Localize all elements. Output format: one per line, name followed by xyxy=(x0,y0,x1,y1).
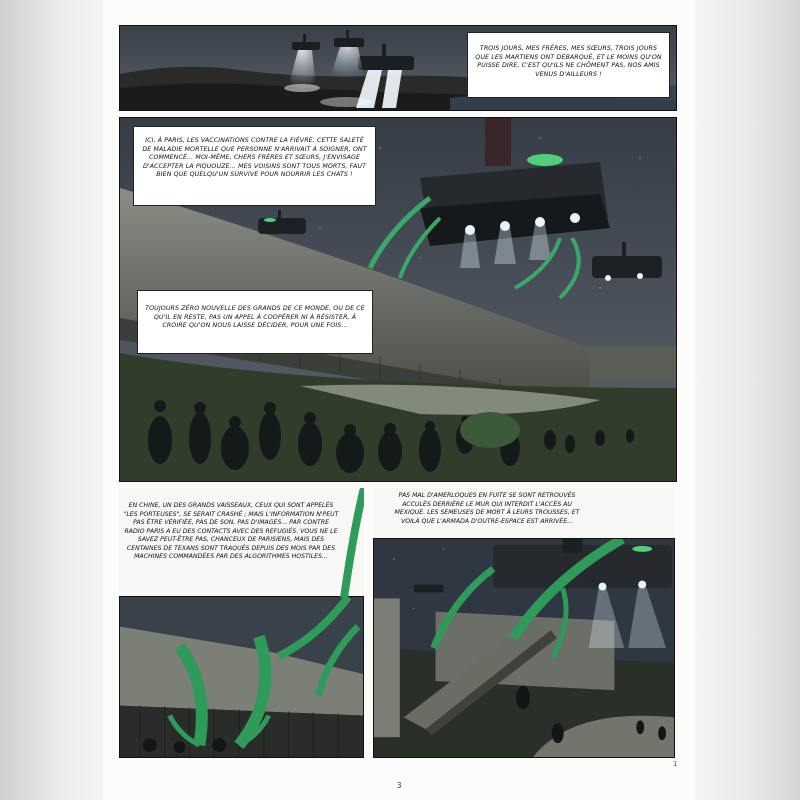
panel-4-caption: PAS MAL D'AMERLOQUES EN FUITE SE SONT RETROUVÉS ACCULÉS DERRIÈRE LE MUR QUI INTERDIT L'ACCÈS AU MEXIQUE. LES SEMEUSES DE MORT À LEURS TROUSSES, ET VOILÀ QUE L'ARMADA D'OUTRE-ESPACE EST ARRIVÉE... xyxy=(394,492,580,525)
panel-2-caption-middle: TOUJOURS ZÉRO NOUVELLE DES GRANDS DE CE MONDE, OU DE CE QU'IL EN RESTE, PAS UN APPEL À COOPÉRER NI À RÉSISTER, À CROIRE QU'ON NOUS LAISSE DÉCIDER, POUR UNE FOIS... xyxy=(137,290,373,354)
panel-3 xyxy=(119,488,364,758)
panel-2-caption-top: ICI, À PARIS, LES VACCINATIONS CONTRE LA FIÈVRE, CETTE SALETÉ DE MALADIE MORTELLE QUE PERSONNE N'ARRIVAIT À SOIGNER, ONT COMMENCÉ... MOI-MÊME, CHERS FRÈRES ET SŒURS, J'ENVISAGE D'ACCEPTER LA PIQUOUZE... MES VOISINS SONT TOUS MORTS, FAUT BIEN QUE QUELQU'UN SURVIVE POUR NOURRIR LES CHATS ! xyxy=(133,126,376,206)
page-number: 3 xyxy=(396,781,402,790)
panel-1-caption: TROIS JOURS, MES FRÈRES, MES SŒURS, TROIS JOURS QUE LES MARTIENS ONT DÉBARQUÉ, ET LE MOINS QU'ON PUISSE DIRE, C'EST QU'ILS NE CHÔMENT PAS, NOS AMIS VENUS D'AILLEURS ! xyxy=(467,32,670,98)
panel-4-art xyxy=(374,539,674,757)
panel-3-image-frame xyxy=(119,596,364,758)
corner-mark: 1 xyxy=(673,760,678,768)
panel-1 xyxy=(119,25,677,111)
panel-3-caption: EN CHINE, UN DES GRANDS VAISSEAUX, CEUX QUI SONT APPELÉS "LES PORTEUSES", SE SERAIT CRASHÉ ; MAIS L'INFORMATION N'PEUT PAS ÊTRE VÉRIFIÉE, PAS DE SON, PAS D'IMAGES... PAR CONTRE RADIO PARIS A EU DES CONTACTS AVEC DES REFUGIÉS. VOUS NE LE SAVEZ PEUT-ÊTRE PAS, CHANCEUX DE PARISIENS, MAIS DES CENTAINES DE TEXANS SONT TRAQUÉS DEPUIS DES MOIS PAR DES MACHINES COMMANDÉES PAR DES ALGORITHMES HOSTILES... xyxy=(123,502,339,560)
panel-3-art xyxy=(120,597,363,757)
panel-2 xyxy=(119,117,677,482)
panel-4 xyxy=(373,488,675,758)
panel-4-image-frame xyxy=(373,538,675,758)
